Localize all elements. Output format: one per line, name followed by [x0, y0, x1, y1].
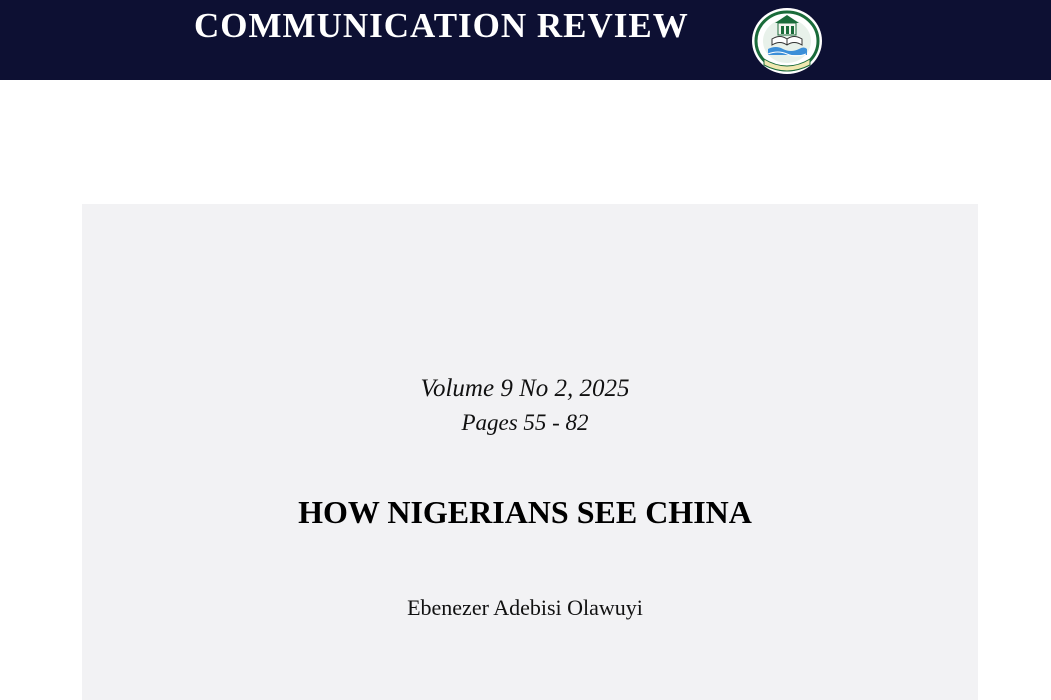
page-range: Pages 55 - 82	[461, 410, 589, 435]
university-seal-icon	[750, 3, 824, 77]
author-name: Ebenezer Adebisi Olawuyi	[407, 595, 643, 620]
article-title: HOW NIGERIANS SEE CHINA	[298, 494, 752, 530]
journal-name: COMMUNICATION REVIEW	[194, 6, 689, 45]
journal-header	[0, 0, 1051, 80]
volume-issue: Volume 9 No 2, 2025	[420, 375, 630, 402]
cover-panel	[82, 204, 978, 700]
